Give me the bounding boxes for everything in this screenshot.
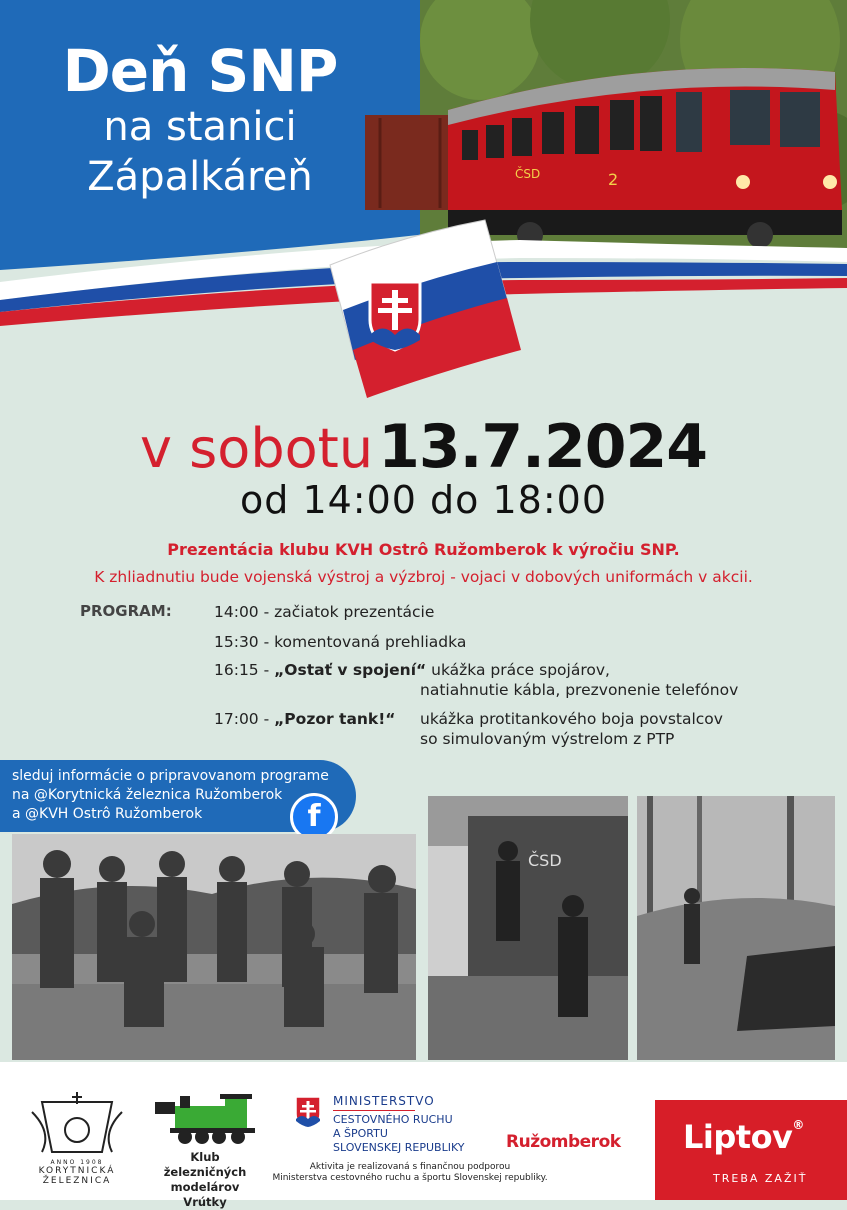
photo-soldiers (12, 834, 416, 1060)
program-label: PROGRAM: (80, 602, 172, 620)
date-prefix: v sobotu (140, 417, 374, 480)
social-line3: a @KVH Ostrô Ružomberok (12, 806, 203, 822)
program-item-time: 17:00 - (214, 710, 275, 728)
social-line2: na @Korytnická železnica Ružomberok (12, 787, 283, 803)
ministry-line1: MINISTERSTVO (333, 1094, 435, 1108)
program-item (214, 660, 738, 700)
event-time: od 14:00 do 18:00 (240, 478, 607, 522)
logo-klub-modelarov (150, 1092, 260, 1210)
program-item: 15:30 - komentovaná prehliadka (214, 633, 467, 651)
program-item-title: „Pozor tank!“ (274, 710, 396, 728)
funding-line1: Aktivita je realizovaná s finančnou podporou (309, 1162, 511, 1172)
klub-line2: modelárov Vrútky (170, 1180, 240, 1209)
korytnicka-emblem-icon (32, 1092, 122, 1162)
photo-wagon (428, 796, 628, 1060)
ministry-line2: CESTOVNÉHO RUCHU (333, 1113, 453, 1126)
event-date (0, 412, 847, 482)
program-item-title: „Ostať v spojení“ (274, 661, 427, 679)
train-label: ČSD (515, 167, 541, 181)
social-line1: sleduj informácie o pripravovanom programe (12, 768, 329, 784)
program-item-desc: ukážka protitankového boja povstalcov (420, 710, 723, 728)
title-line3: Zápalkáreň (87, 154, 313, 200)
liptov-registered-mark: ® (792, 1118, 804, 1132)
program-item-desc2: so simulovaným výstrelom z PTP (420, 730, 675, 748)
korytnicka-line2: ŽELEZNICA (42, 1176, 112, 1186)
program-item-desc: ukážka práce spojárov, (426, 661, 610, 679)
title-line1: Deň SNP (62, 37, 338, 105)
liptov-wordmark (683, 1118, 804, 1156)
wagon-label: ČSD (528, 851, 562, 870)
program-item (214, 709, 723, 749)
klub-line1: Klub železničných (163, 1150, 247, 1179)
liptov-name: Liptov (683, 1118, 793, 1156)
event-title (40, 37, 360, 202)
date-value: 13.7.2024 (378, 412, 707, 482)
sponsors-footer (0, 1062, 847, 1209)
train-number: 2 (608, 170, 619, 189)
program-item-time: 16:15 - (214, 661, 275, 679)
locomotive-icon (150, 1092, 260, 1146)
funding-line2: Ministerstva cestovného ruchu a športu Slovenskej republiky. (272, 1173, 548, 1183)
presentation-headline: Prezentácia klubu KVH Ostrô Ružomberok k výročiu SNP. (167, 540, 680, 559)
slovak-coat-of-arms-icon (295, 1096, 321, 1128)
presentation-subline: K zhliadnutiu bude vojenská výstroj a výzbroj - vojaci v dobových uniformách v akcii. (94, 568, 753, 586)
ministry-line3: A ŠPORTU (333, 1127, 388, 1140)
facebook-icon[interactable]: f (290, 793, 338, 841)
slovak-flag (325, 210, 525, 400)
liptov-slogan: TREBA ZAŽIŤ (713, 1172, 808, 1185)
funding-note (260, 1162, 560, 1184)
korytnicka-line1: KORYTNICKÁ (38, 1166, 116, 1176)
title-line2: na stanici (103, 104, 297, 150)
logo-ruzomberok: Ružomberok (506, 1132, 621, 1152)
program-item-desc2: natiahnutie kábla, prezvonenie telefónov (420, 681, 739, 699)
logo-ministerstvo (295, 1094, 495, 1155)
photo-forest (637, 796, 835, 1060)
logo-korytnicka-zeleznica (22, 1092, 132, 1186)
slovak-coat-of-arms-icon (370, 282, 420, 350)
logo-liptov (655, 1100, 847, 1200)
ministry-line4: SLOVENSKEJ REPUBLIKY (333, 1141, 465, 1154)
korytnicka-anno: ANNO 1908 (50, 1159, 104, 1166)
program-item: 14:00 - začiatok prezentácie (214, 603, 435, 621)
